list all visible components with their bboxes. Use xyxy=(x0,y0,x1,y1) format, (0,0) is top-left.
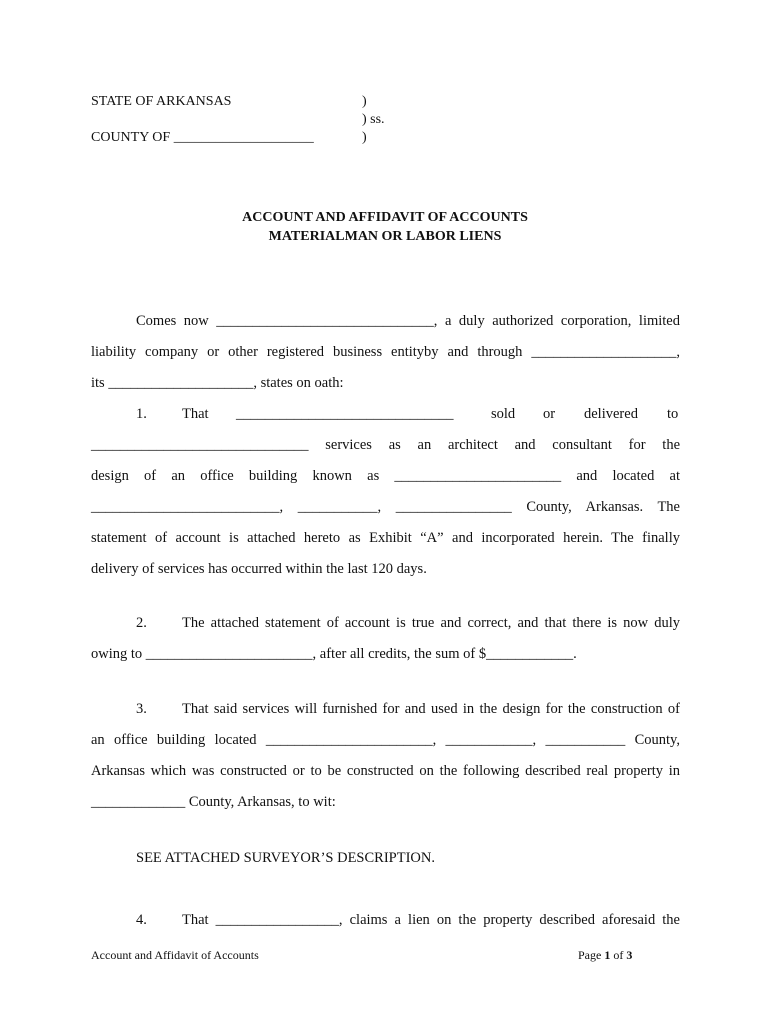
footer-document-name: Account and Affidavit of Accounts xyxy=(91,948,259,962)
footer-page-of: of xyxy=(610,948,627,962)
para-1-to: to xyxy=(667,406,679,422)
document-subtitle: MATERIALMAN OR LABOR LIENS xyxy=(268,229,502,244)
footer-page-total: 3 xyxy=(626,948,633,962)
para-3-number: 3. xyxy=(136,701,147,717)
para-3-line-4: _____________ County, Arkansas, to wit: xyxy=(91,794,336,810)
para-3-line-2: an office building located _______________________, ____________, ___________ County, xyxy=(91,732,680,748)
para-1-line-6: delivery of services has occurred within the last 120 days. xyxy=(91,561,427,577)
para-1-line-3: design of an office building known as _______________________ and located at xyxy=(91,468,680,484)
intro-line-2: liability company or other registered business entityby and through ____________________, xyxy=(91,344,680,360)
document-title: ACCOUNT AND AFFIDAVIT OF ACCOUNTS xyxy=(242,210,528,225)
intro-line-1: Comes now ______________________________, a duly authorized corporation, limited xyxy=(136,313,680,329)
para-2-number: 2. xyxy=(136,615,147,631)
para-3-line-1: That said services will furnished for and used in the design for the construction of xyxy=(182,701,680,717)
footer-page-current: 1 xyxy=(604,948,611,962)
para-1-or: or xyxy=(543,406,556,422)
county-caption: COUNTY OF ____________________ xyxy=(91,130,314,145)
footer-page-prefix: Page xyxy=(578,948,605,962)
intro-line-3: its ____________________, states on oath: xyxy=(91,375,344,391)
para-1-line-5: statement of account is attached hereto as Exhibit “A” and incorporated herein. The finally xyxy=(91,530,680,546)
caption-paren-3: ) xyxy=(362,130,367,145)
para-1-blank: ______________________________ xyxy=(236,406,454,422)
para-2-line-2: owing to _______________________, after all credits, the sum of $____________. xyxy=(91,646,577,662)
para-2-line-1: The attached statement of account is true and correct, and that there is now duly xyxy=(182,615,680,631)
para-4-line-1: That _________________, claims a lien on the property described aforesaid the xyxy=(182,912,680,928)
footer-page-number xyxy=(578,948,632,963)
para-1-line-2: ______________________________ services as an architect and consultant for the xyxy=(91,437,680,453)
para-1-line-4: __________________________, ___________, ________________ County, Arkansas. The xyxy=(91,499,680,515)
state-caption: STATE OF ARKANSAS xyxy=(91,94,232,109)
para-1-delivered: delivered xyxy=(584,406,638,422)
para-1-number: 1. xyxy=(136,406,147,422)
surveyor-description-note: SEE ATTACHED SURVEYOR’S DESCRIPTION. xyxy=(136,850,435,866)
para-1-that: That xyxy=(182,406,209,422)
caption-paren-ss: ) ss. xyxy=(362,112,385,127)
para-3-line-3: Arkansas which was constructed or to be constructed on the following described real property in xyxy=(91,763,680,779)
caption-paren-1: ) xyxy=(362,94,367,109)
para-1-sold: sold xyxy=(491,406,516,422)
para-4-number: 4. xyxy=(136,912,147,928)
